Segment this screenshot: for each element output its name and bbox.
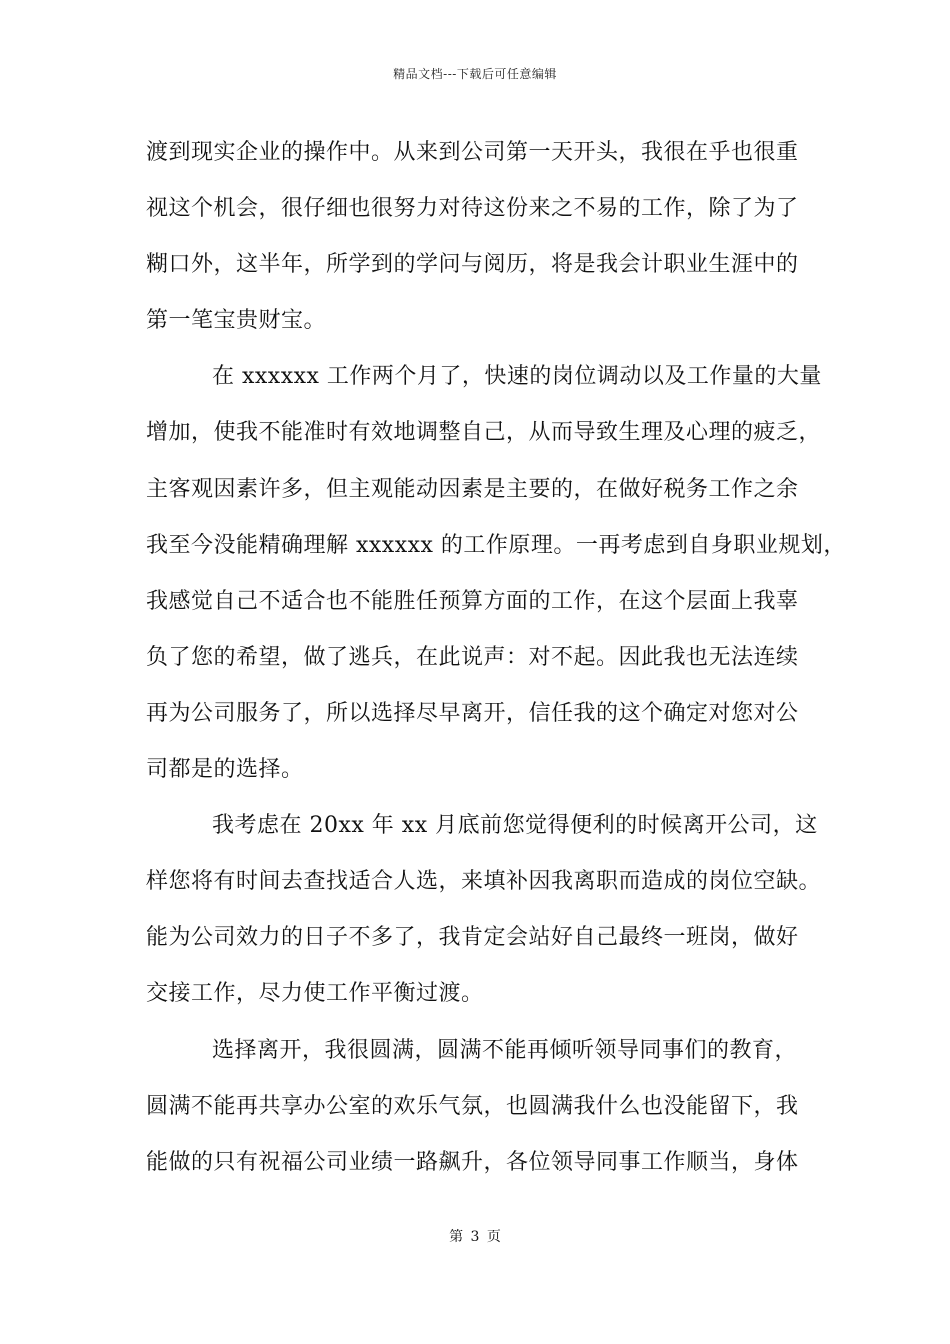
text-line: 我感觉自己不适合也不能胜任预算方面的工作，在这个层面上我辜 <box>146 588 799 614</box>
paragraph-first-line: 在 xxxxxx 工作两个月了，快速的岗位调动以及工作量的大量 <box>212 364 822 390</box>
document-body <box>146 133 846 1199</box>
text-line: 能为公司效力的日子不多了，我肯定会站好自己最终一班岗，做好 <box>146 925 799 951</box>
text-line: 负了您的希望，做了逃兵，在此说声：对不起。因此我也无法连续 <box>146 644 799 670</box>
text-line: 渡到现实企业的操作中。从来到公司第一天开头，我很在乎也很重 <box>146 140 799 165</box>
text-line: 样您将有时间去查找适合人选，来填补因我离职而造成的岗位空缺。 <box>146 869 822 895</box>
text-line: 增加，使我不能准时有效地调整自己，从而导致生理及心理的疲乏， <box>146 420 822 446</box>
page-header: 精品文档---下载后可任意编辑 <box>393 67 557 81</box>
paragraph-first-line: 我考虑在 20xx 年 xx 月底前您觉得便利的时候离开公司，这 <box>212 813 818 839</box>
text-line: 糊口外，这半年，所学到的学问与阅历，将是我会计职业生涯中的 <box>146 252 799 278</box>
page-number: 第 3 页 <box>449 1229 501 1245</box>
text-line: 交接工作，尽力使工作平衡过渡。 <box>146 981 484 1007</box>
text-line: 再为公司服务了，所以选择尽早离开，信任我的这个确定对您对公 <box>146 700 799 726</box>
text-line: 我至今没能精确理解 xxxxxx 的工作原理。一再考虑到自身职业规划， <box>146 532 846 558</box>
text-line: 主客观因素许多，但主观能动因素是主要的，在做好税务工作之余 <box>146 476 799 502</box>
text-line: 司都是的选择。 <box>146 757 304 783</box>
text-line: 第一笔宝贵财宝。 <box>146 308 327 334</box>
text-line: 视这个机会，很仔细也很努力对待这份来之不易的工作，除了为了 <box>146 196 799 222</box>
text-line: 能做的只有祝福公司业绩一路飙升，各位领导同事工作顺当，身体 <box>146 1149 799 1175</box>
text-line: 圆满不能再共享办公室的欢乐气氛，也圆满我什么也没能留下，我 <box>146 1093 799 1119</box>
paragraph-first-line: 选择离开，我很圆满，圆满不能再倾听领导同事们的教育， <box>212 1037 798 1063</box>
